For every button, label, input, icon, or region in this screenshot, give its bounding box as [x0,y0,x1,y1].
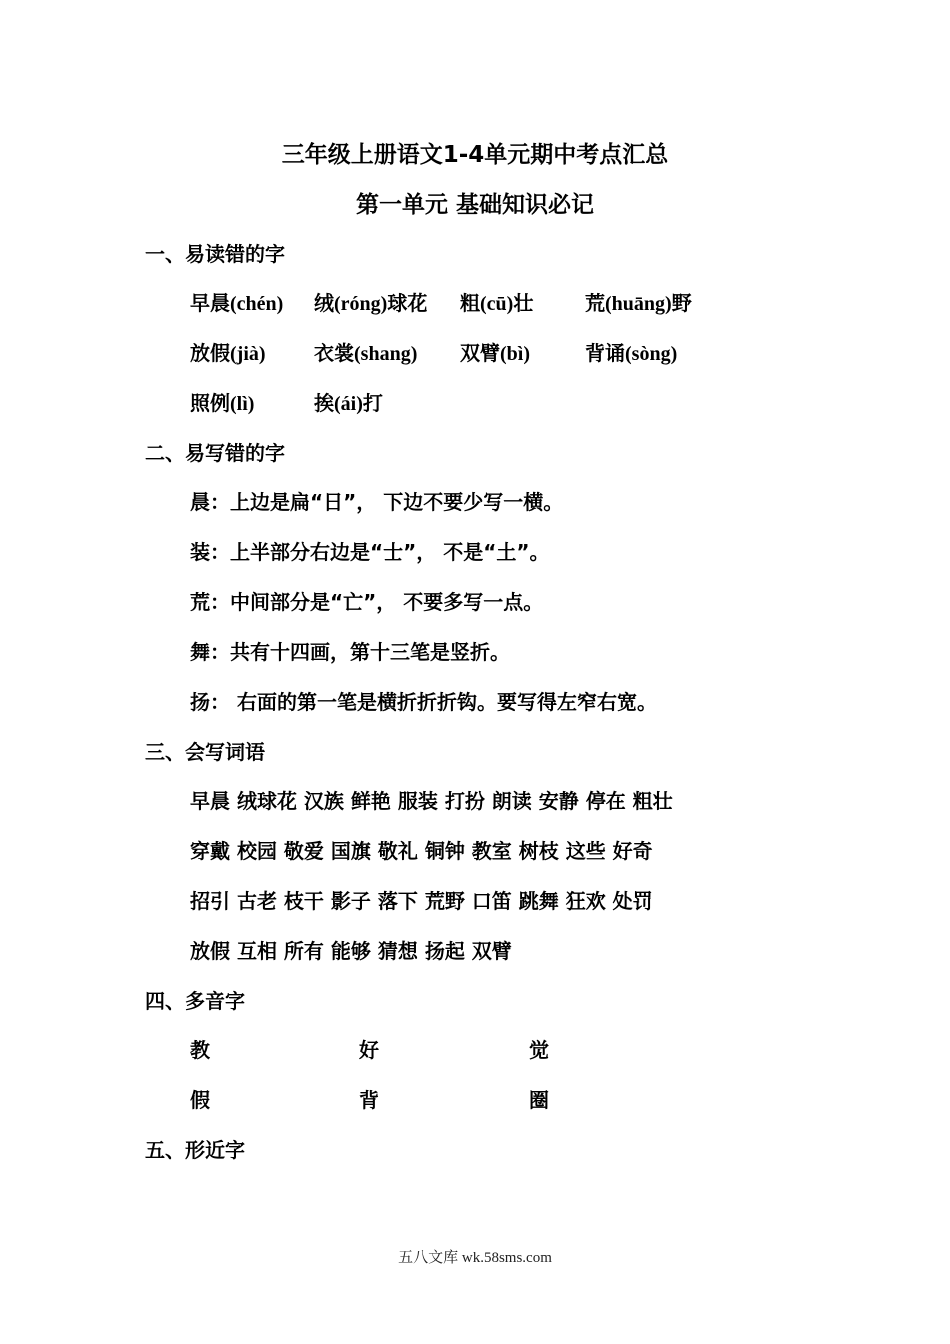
polyphone-char: 觉 [529,1038,549,1062]
word-list-line: 招引 古老 枝干 影子 落下 荒野 口笛 跳舞 狂欢 处罚 [190,889,653,913]
section-heading-4: 四、多音字 [145,989,245,1013]
pinyin-row [190,287,790,315]
polyphone-char: 圈 [529,1088,549,1112]
pinyin-item: 挨(ái)打 [314,393,383,415]
polyphone-char: 假 [190,1088,210,1112]
word-list-line: 放假 互相 所有 能够 猜想 扬起 双臂 [190,939,512,963]
section-heading-3: 三、会写词语 [145,740,265,764]
polyphone-char: 背 [359,1088,379,1112]
pinyin-item: 放假(jià) [190,343,266,365]
pinyin-row [190,337,790,365]
pinyin-item: 绒(róng)球花 [314,293,428,315]
pinyin-item: 背诵(sòng) [585,343,678,365]
footer-watermark: 五八文库 wk.58sms.com [398,1250,552,1266]
pinyin-row [190,387,790,415]
section-heading-5: 五、形近字 [145,1138,245,1162]
unit-subtitle: 第一单元 基础知识必记 [355,192,594,218]
writing-tip: 扬： 右面的第一笔是横折折折钩。要写得左窄右宽。 [190,690,657,714]
pinyin-item: 照例(lì) [190,393,255,415]
pinyin-item: 早晨(chén) [190,293,284,315]
pinyin-item: 荒(huāng)野 [585,293,692,315]
pinyin-item: 衣裳(shang) [314,343,418,365]
word-list-line: 早晨 绒球花 汉族 鲜艳 服装 打扮 朗读 安静 停在 粗壮 [190,789,673,813]
page-title: 三年级上册语文1-4单元期中考点汇总 [281,142,669,168]
writing-tip: 晨：上边是扁“日”， 下边不要少写一横。 [190,490,564,514]
writing-tip: 舞：共有十四画，第十三笔是竖折。 [190,640,510,664]
polyphone-row [190,1034,690,1062]
section-heading-1: 一、易读错的字 [145,242,285,266]
polyphone-row [190,1084,690,1112]
section-heading-2: 二、易写错的字 [145,441,285,465]
polyphone-char: 教 [190,1038,210,1062]
pinyin-item: 粗(cū)壮 [460,293,534,315]
writing-tip: 荒：中间部分是“亡”， 不要多写一点。 [190,590,544,614]
pinyin-item: 双臂(bì) [460,343,530,365]
polyphone-char: 好 [359,1038,379,1062]
writing-tip: 装：上半部分右边是“士”， 不是“土”。 [190,540,550,564]
word-list-line: 穿戴 校园 敬爱 国旗 敬礼 铜钟 教室 树枝 这些 好奇 [190,839,653,863]
